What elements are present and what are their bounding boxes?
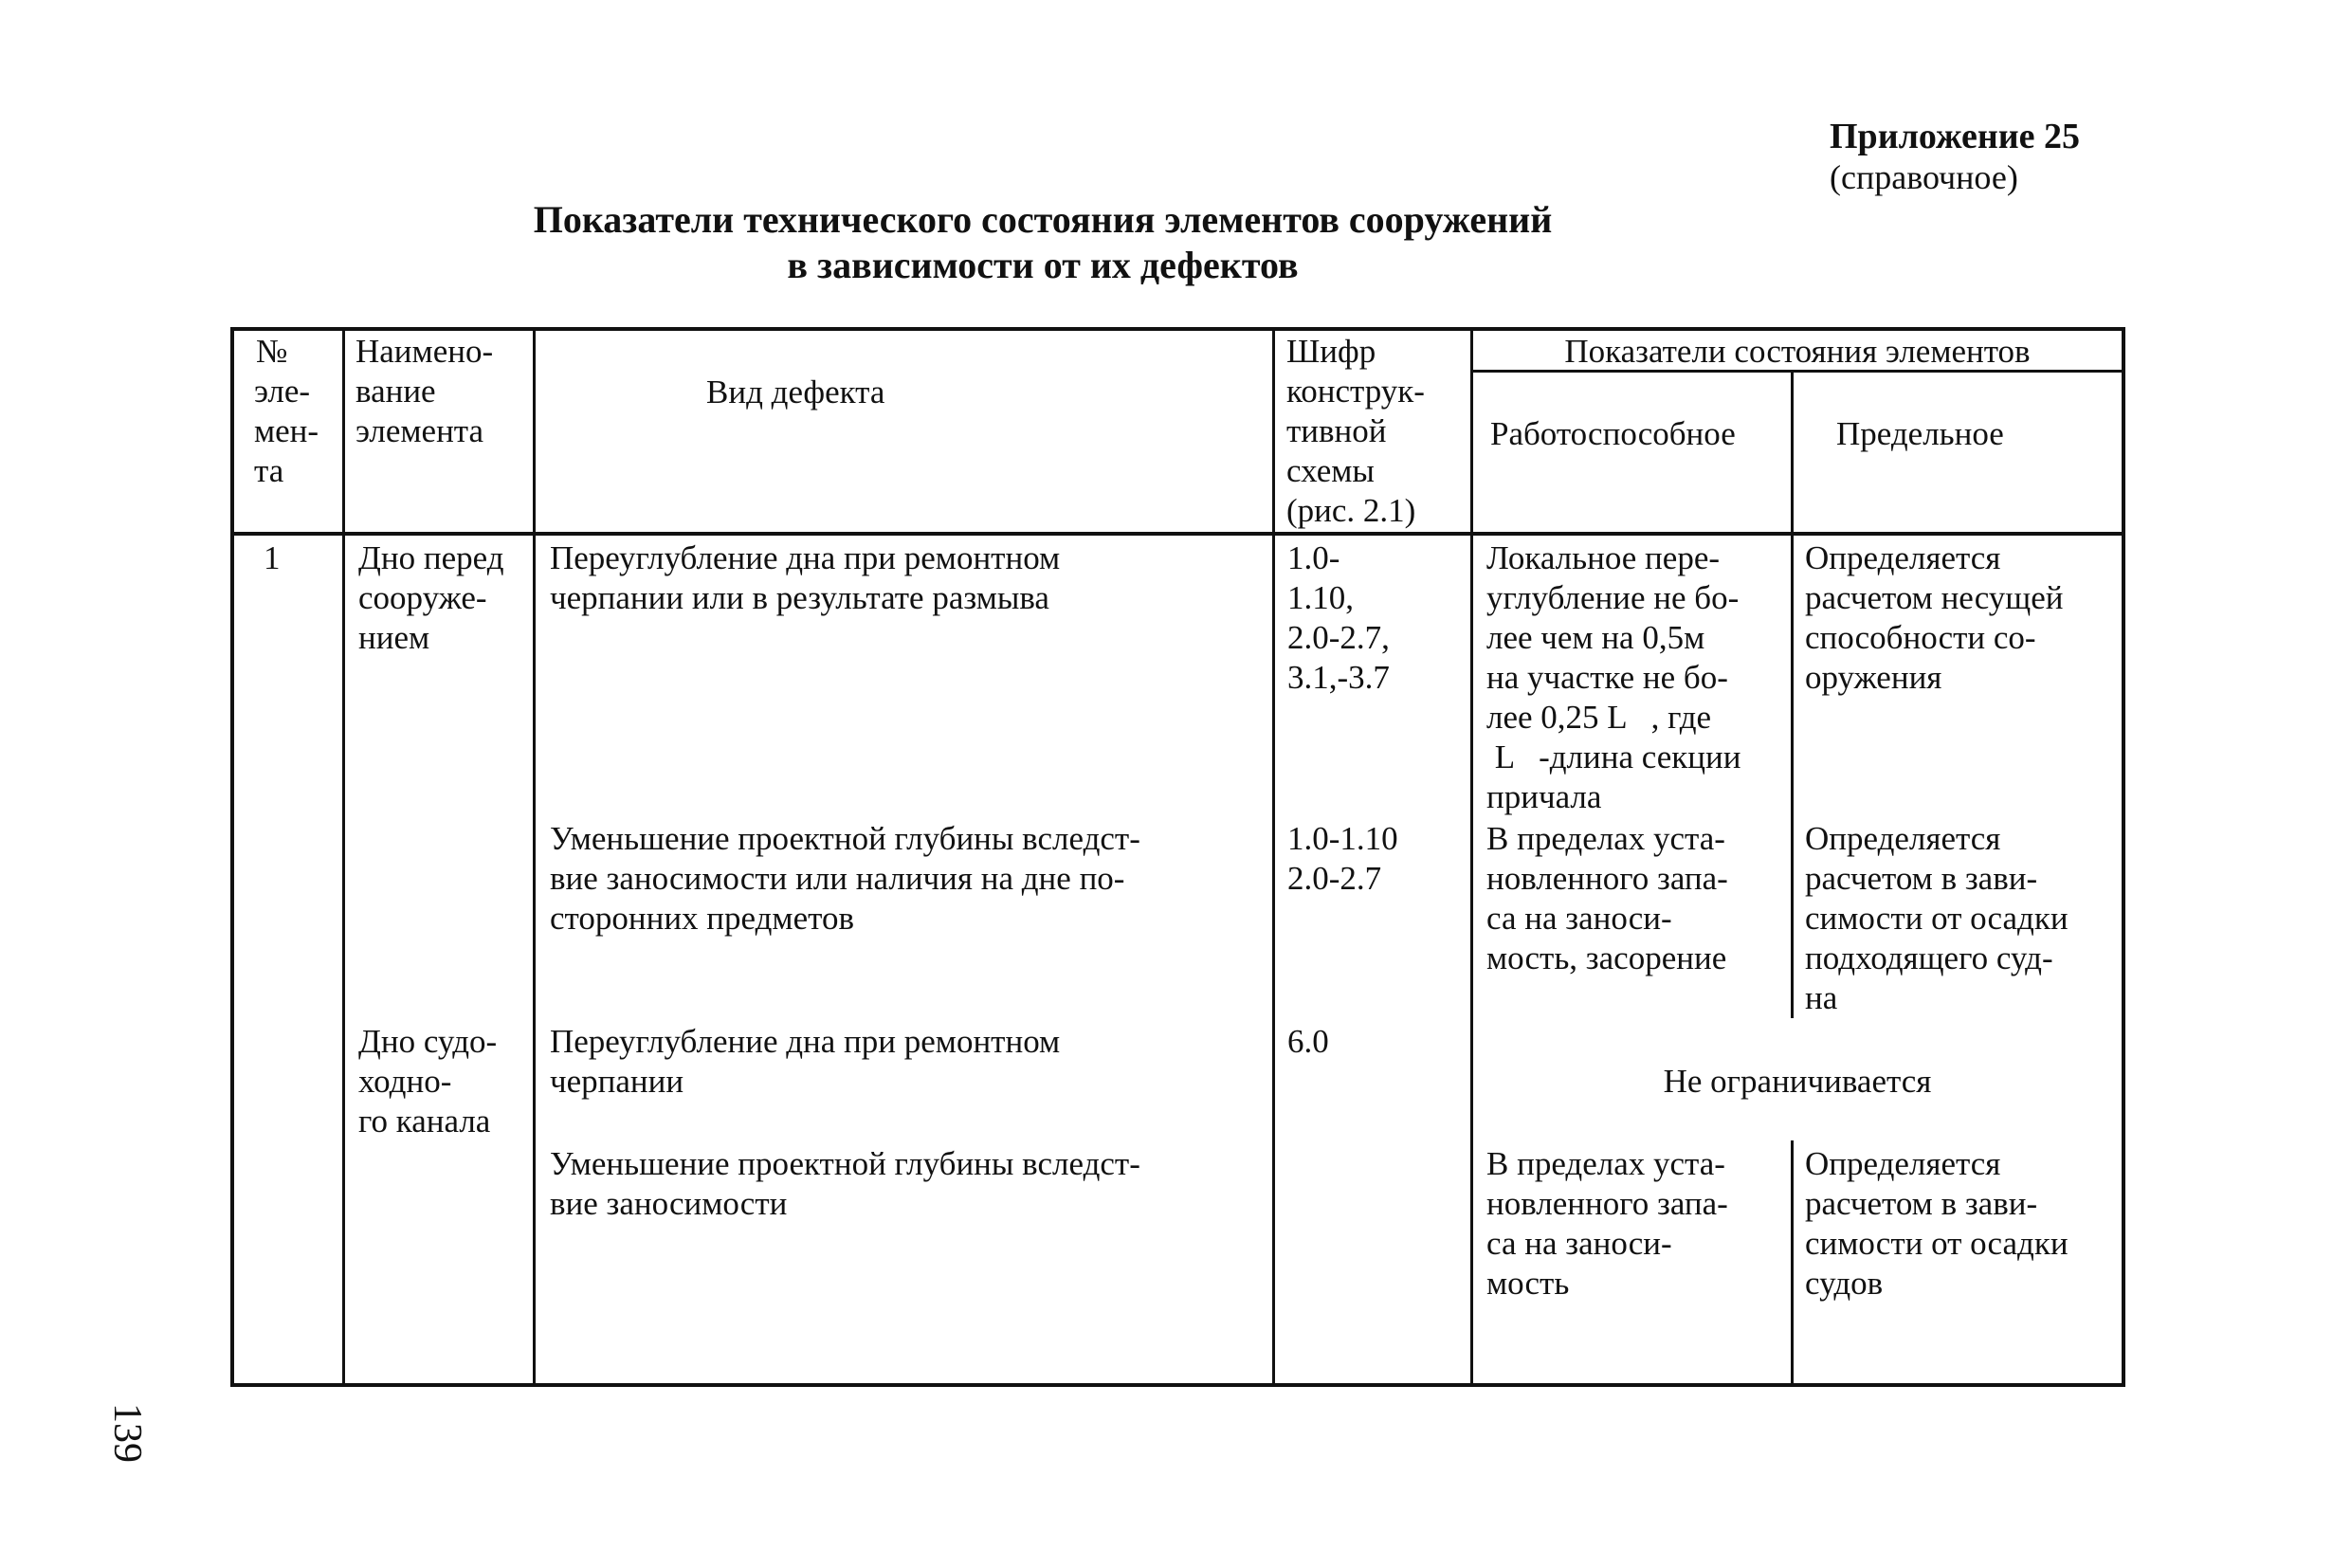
table-border-right bbox=[2122, 327, 2125, 1387]
column-separator bbox=[1272, 327, 1275, 1387]
scheme-code: 1.0- 1.10, 2.0-2.7, 3.1,-3.7 bbox=[1287, 539, 1390, 696]
column-separator bbox=[342, 327, 345, 1387]
appendix-label: Приложение 25 bbox=[1830, 117, 2081, 156]
header-limit: Предельное bbox=[1836, 415, 2004, 452]
state-column-separator bbox=[1791, 370, 1794, 1018]
header-number: № эле- мен- та bbox=[254, 333, 319, 489]
table-border-top bbox=[230, 327, 2125, 331]
state-column-separator bbox=[1791, 1140, 1794, 1383]
header-defect-type: Вид дефекта bbox=[706, 374, 885, 410]
element-name: Дно перед сооруже- нием bbox=[358, 539, 504, 656]
scheme-code: 6.0 bbox=[1287, 1023, 1329, 1060]
appendix-subtitle: (справочное) bbox=[1830, 158, 2018, 196]
element-name: Дно судо- ходно- го канала bbox=[358, 1023, 498, 1140]
element-number: 1 bbox=[264, 539, 281, 576]
operable-criteria: Локальное пере- углубление не бо- лее чем на 0,5м на участке не бо- лее 0,25 L , где L -длина секции причала bbox=[1486, 539, 1741, 815]
operable-criteria: В пределах уста- новленного запа- са на заноси- мость bbox=[1486, 1145, 1728, 1302]
scheme-code: 1.0-1.10 2.0-2.7 bbox=[1287, 820, 1398, 897]
table-border-left bbox=[230, 327, 234, 1387]
merged-state-value: Не ограничивается bbox=[1663, 1063, 1932, 1100]
page-title-line-1: Показатели технического состояния элементов сооружений bbox=[533, 198, 1553, 241]
defect-description: Переуглубление дна при ремонтном черпании bbox=[550, 1023, 1061, 1100]
defect-description: Уменьшение проектной глубины вследст- вие заносимости или наличия на дне по- сторонних предметов bbox=[550, 820, 1140, 937]
header-operable: Работоспособное bbox=[1490, 415, 1736, 452]
operable-criteria: В пределах уста- новленного запа- са на заноси- мость, засорение bbox=[1486, 820, 1728, 976]
table-border-bottom bbox=[230, 1383, 2125, 1387]
page-number: 139 bbox=[105, 1403, 149, 1463]
defect-description: Переуглубление дна при ремонтном черпании или в результате размыва bbox=[550, 539, 1061, 616]
limit-criteria: Определяется расчетом в зави- симости от осадки судов bbox=[1805, 1145, 2069, 1302]
header-bottom-rule bbox=[230, 532, 2125, 536]
limit-criteria: Определяется расчетом несущей способности со- оружения bbox=[1805, 539, 2064, 696]
header-scheme-code: Шифр конструк- тивной схемы (рис. 2.1) bbox=[1286, 333, 1425, 529]
page-title-line-2: в зависимости от их дефектов bbox=[787, 244, 1299, 286]
limit-criteria: Определяется расчетом в зави- симости от осадки подходящего суд- на bbox=[1805, 820, 2069, 1016]
column-separator bbox=[533, 327, 536, 1387]
header-element-name: Наимено- вание элемента bbox=[355, 333, 494, 449]
header-state-group: Показатели состояния элементов bbox=[1564, 333, 2031, 370]
column-separator bbox=[1470, 327, 1473, 1387]
defect-description: Уменьшение проектной глубины вследст- вие заносимости bbox=[550, 1145, 1140, 1222]
